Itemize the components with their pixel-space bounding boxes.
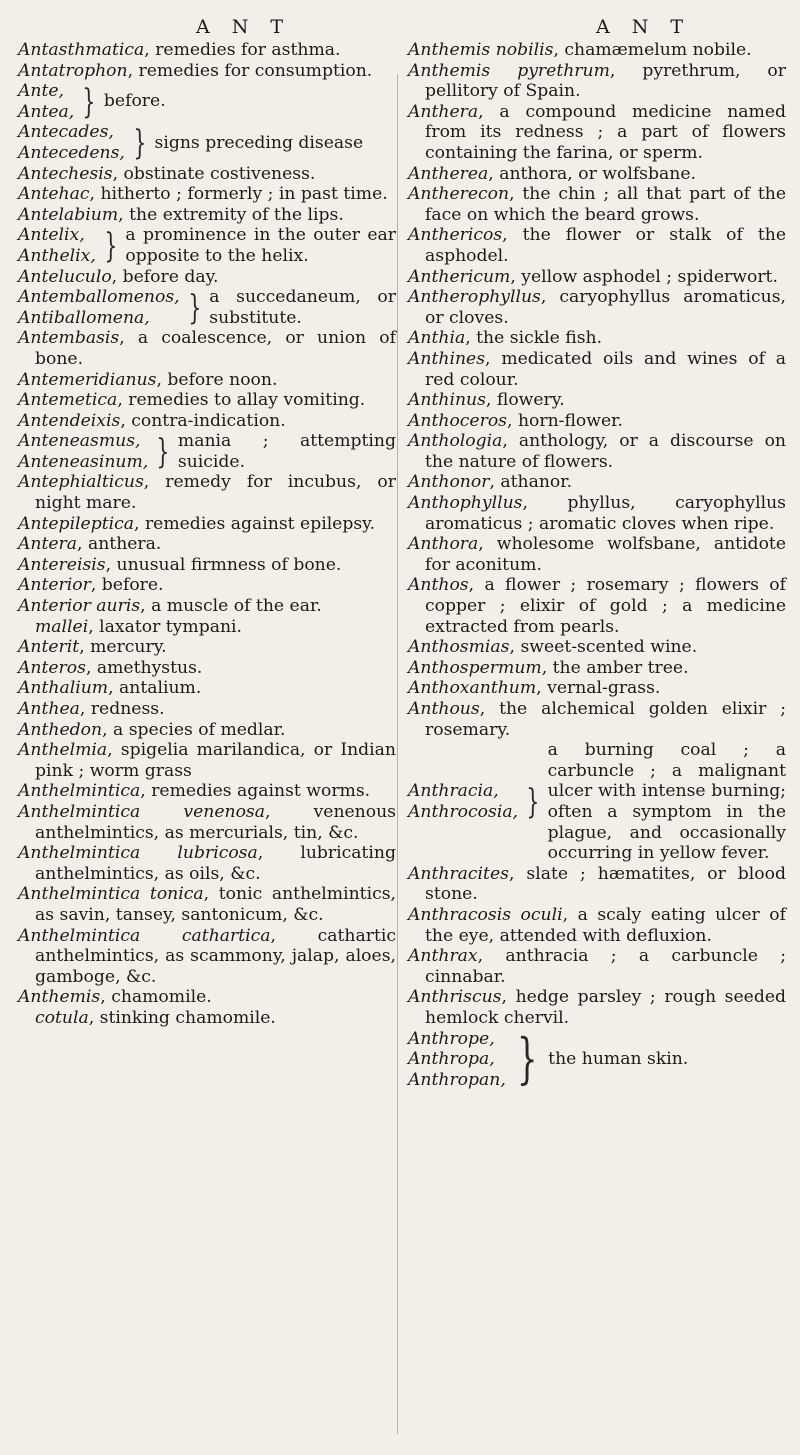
headword: Antelabium bbox=[18, 204, 119, 225]
dictionary-entry: Anthinus, flowery. bbox=[408, 390, 565, 411]
headword: Anthemis nobilis bbox=[408, 40, 554, 60]
definition: remedy for incubus, or night mare. bbox=[35, 472, 396, 514]
definition: anthora, or wolfsbane. bbox=[499, 163, 696, 184]
dictionary-entry: Anthous, the alchemical golden elixir ; rosemary. bbox=[408, 699, 786, 740]
headword: Anthelmintica venenosa bbox=[18, 801, 265, 822]
dictionary-entry: Anthophyllus, phyllus, caryophyllus aromaticus ; aromatic cloves when ripe. bbox=[408, 493, 786, 534]
definition: before noon. bbox=[167, 369, 278, 390]
dictionary-entry: Anthia, the sickle fish. bbox=[408, 328, 603, 349]
definition: a muscle of the ear. bbox=[151, 596, 322, 617]
definition: chamomile. bbox=[111, 987, 212, 1008]
dictionary-entry: Antendeixis, contra-indication. bbox=[18, 410, 286, 431]
dictionary-entry: Antherea, anthora, or wolfsbane. bbox=[408, 163, 696, 184]
definition: anthera. bbox=[87, 534, 162, 555]
definition: vernal-grass. bbox=[547, 678, 661, 699]
definition: flowery. bbox=[496, 390, 565, 411]
definition: a species of medlar. bbox=[113, 719, 286, 740]
headword: Anterit bbox=[18, 637, 80, 658]
dictionary-entry: Antatrophon, remedies for consumption. bbox=[18, 60, 373, 81]
dictionary-entry: Anthea, redness. bbox=[18, 699, 165, 719]
dictionary-entry: Anthelmintica venenosa, venenous anthelmintics, as mercurials, tin, &c. bbox=[18, 801, 396, 843]
dictionary-entry: Antelabium, the extremity of the lips. bbox=[18, 204, 344, 225]
headword: Anthospermum bbox=[408, 657, 542, 678]
dictionary-entry: Anthelmintica, remedies against worms. bbox=[18, 781, 371, 802]
definition: pyrethrum, or pellitory of Spain. bbox=[425, 60, 786, 102]
definition: laxator tympani. bbox=[99, 616, 242, 637]
definition: caryophyllus aromaticus, or cloves. bbox=[425, 287, 786, 328]
left-column bbox=[18, 40, 396, 1029]
dictionary-entry: Antechesis, obstinate costiveness. bbox=[18, 163, 316, 184]
dictionary-entry: Anteluculo, before day. bbox=[18, 266, 219, 287]
dictionary-entry: Anthemis pyrethrum, pyrethrum, or pellitory of Spain. bbox=[408, 60, 786, 102]
definition: athanor. bbox=[500, 472, 573, 493]
headword: Antherophyllus bbox=[408, 287, 541, 308]
definition: stinking chamomile. bbox=[99, 1007, 276, 1028]
headword: Anthracosis oculi bbox=[408, 904, 563, 925]
headword: Anthemis pyrethrum bbox=[408, 60, 610, 81]
dictionary-entry: Anteros, amethystus. bbox=[18, 657, 203, 678]
headword-group bbox=[18, 225, 96, 266]
brace-icon: } bbox=[156, 431, 170, 472]
dictionary-entry: Anterior, before. bbox=[18, 575, 164, 596]
headword: Antiballomena, bbox=[18, 307, 150, 328]
dictionary-entry-group bbox=[18, 81, 396, 122]
definition: antalium. bbox=[119, 678, 202, 699]
headword: Antherea bbox=[408, 163, 489, 184]
dictionary-entry: Antembasis, a coalescence, or union of bone. bbox=[18, 328, 396, 369]
dictionary-entry: Anthelmintica tonica, tonic anthelmintics, as savin, tansey, santonicum, &c. bbox=[18, 884, 396, 925]
headword: Anthines bbox=[408, 348, 486, 369]
dictionary-entry: Anterior auris, a muscle of the ear. bbox=[18, 596, 322, 617]
dictionary-entry: Anthelmintica lubricosa, lubricating anthelmintics, as oils, &c. bbox=[18, 843, 396, 884]
definition: a compound medicine named from its redness ; a part of flowers containing the farina, or sperm. bbox=[425, 101, 786, 163]
headword: Anthropan, bbox=[408, 1069, 506, 1090]
dictionary-entry: Anthora, wholesome wolfsbane, antidote for aconitum. bbox=[408, 534, 786, 575]
definition: horn-flower. bbox=[517, 410, 623, 431]
headword: Anthemis bbox=[18, 987, 101, 1008]
headword: Antera bbox=[18, 534, 78, 555]
brace-icon: } bbox=[133, 122, 147, 163]
definition: the alchemical golden elixir ; rosemary. bbox=[425, 699, 786, 740]
headword-group bbox=[18, 122, 125, 163]
headword: Anthia bbox=[408, 328, 466, 349]
headword: Anthophyllus bbox=[408, 493, 523, 514]
definition: sweet-scented wine. bbox=[520, 637, 698, 658]
headword: Anthelmia bbox=[18, 740, 108, 761]
headword: Antepileptica bbox=[18, 513, 135, 534]
headword: Anteneasmus, bbox=[18, 431, 141, 452]
dictionary-entry: Anthoxanthum, vernal-grass. bbox=[408, 678, 661, 699]
headword: Anthelmintica lubricosa bbox=[18, 843, 258, 864]
headword: Anteneasinum, bbox=[18, 451, 149, 472]
headword: Anthrocosia, bbox=[408, 801, 519, 822]
definition: hitherto ; formerly ; in past time. bbox=[100, 184, 388, 205]
dictionary-entry-group bbox=[18, 431, 396, 472]
dictionary-entry: Antherecon, the chin ; all that part of the face on which the beard grows. bbox=[408, 184, 786, 225]
definition: before day. bbox=[122, 266, 219, 287]
definition: anthracia ; a carbuncle ; cinnabar. bbox=[425, 946, 786, 987]
headword: Antehac bbox=[18, 184, 90, 205]
headword: Anthelmintica cathartica bbox=[18, 925, 271, 946]
headword: Antelix, bbox=[18, 225, 85, 246]
dictionary-entry: Anthera, a compound medicine named from its redness ; a part of flowers containing the farina, or sperm. bbox=[408, 101, 786, 163]
headword: Antembasis bbox=[18, 328, 120, 349]
headword: Anthropa, bbox=[408, 1049, 495, 1070]
definition: amethystus. bbox=[96, 657, 203, 678]
definition: mania ; attempting suicide. bbox=[177, 431, 396, 472]
definition: yellow asphodel ; spiderwort. bbox=[521, 266, 778, 287]
definition: a flower ; rosemary ; flowers of copper ; elixir of gold ; a medicine extracted from pearls. bbox=[425, 575, 786, 637]
dictionary-entry: Anthracosis oculi, a scaly eating ulcer of the eye, attended with defluxion. bbox=[408, 904, 786, 946]
dictionary-entry: Anthosmias, sweet-scented wine. bbox=[408, 637, 698, 658]
brace-icon: } bbox=[526, 781, 540, 822]
definition: a scaly eating ulcer of the eye, attended with defluxion. bbox=[425, 904, 786, 946]
definition: tonic anthelmintics, as savin, tansey, santonicum, &c. bbox=[35, 884, 396, 925]
headword: Antea, bbox=[18, 101, 75, 122]
dictionary-entry: cotula, stinking chamomile. bbox=[35, 1007, 276, 1028]
headword: Antasthmatica bbox=[18, 40, 145, 60]
definition: the chin ; all that part of the face on which the beard grows. bbox=[425, 184, 786, 225]
definition: remedies against epilepsy. bbox=[144, 513, 376, 534]
headword: Anthericum bbox=[408, 266, 511, 287]
dictionary-entry: Anthrax, anthracia ; a carbuncle ; cinnabar. bbox=[408, 946, 786, 987]
definition: slate ; hæmatites, or blood stone. bbox=[425, 863, 786, 905]
headword: Anthoceros bbox=[408, 410, 507, 431]
definition: the human skin. bbox=[548, 1049, 689, 1070]
column-divider bbox=[397, 74, 398, 1434]
headword: Anthera bbox=[408, 101, 479, 122]
headword-group bbox=[18, 81, 74, 122]
headword: Anthrax bbox=[408, 946, 478, 967]
dictionary-entry: Anthoceros, horn-flower. bbox=[408, 410, 623, 431]
dictionary-entry: Antemetica, remedies to allay vomiting. bbox=[18, 390, 366, 411]
headword-group bbox=[408, 781, 518, 822]
headword-group bbox=[18, 287, 180, 328]
dictionary-entry: Anthos, a flower ; rosemary ; flowers of copper ; elixir of gold ; a medicine extracted from pearls. bbox=[408, 575, 786, 637]
headword: Antephialticus bbox=[18, 472, 144, 493]
dictionary-entry: Anthonor, athanor. bbox=[408, 472, 573, 493]
headword: Antherecon bbox=[408, 184, 510, 205]
definition: signs preceding disease bbox=[154, 132, 364, 153]
definition: cathartic anthelmintics, as scammony, jalap, aloes, gamboge, &c. bbox=[35, 925, 396, 987]
headword: Anteluculo bbox=[18, 266, 112, 287]
definition: a burning coal ; a carbuncle ; a malignant ulcer with intense burning; often a symptom in the plague, and occasionally occurring in yellow fever. bbox=[547, 740, 786, 864]
headword: Antemetica bbox=[18, 390, 118, 411]
dictionary-entry: mallei, laxator tympani. bbox=[35, 616, 242, 637]
dictionary-entry-group bbox=[18, 122, 396, 163]
definition: remedies for consumption. bbox=[138, 60, 373, 81]
definition: before. bbox=[101, 575, 164, 596]
definition: unusual firmness of bone. bbox=[116, 554, 342, 575]
definition: remedies for asthma. bbox=[155, 40, 341, 60]
definition: the sickle fish. bbox=[476, 328, 603, 349]
definition: lubricating anthelmintics, as oils, &c. bbox=[35, 843, 396, 884]
headword: Anthous bbox=[408, 699, 480, 719]
dictionary-entry: Antera, anthera. bbox=[18, 534, 162, 555]
dictionary-entry-group bbox=[18, 225, 396, 266]
definition: venenous anthelmintics, as mercurials, tin, &c. bbox=[35, 801, 396, 843]
headword: Anthelmintica bbox=[18, 781, 141, 802]
dictionary-entry: Antasthmatica, remedies for asthma. bbox=[18, 40, 341, 60]
definition: remedies to allay vomiting. bbox=[128, 390, 366, 411]
headword: Anthracia, bbox=[408, 781, 499, 802]
definition: redness. bbox=[90, 699, 165, 719]
dictionary-entry: Anthines, medicated oils and wines of a red colour. bbox=[408, 348, 786, 390]
definition: hedge parsley ; rough seeded hemlock chervil. bbox=[425, 987, 786, 1028]
headword: Anthericos bbox=[408, 225, 503, 246]
headword: Anthriscus bbox=[408, 987, 502, 1008]
definition: mercury. bbox=[90, 637, 167, 658]
dictionary-entry: Antereisis, unusual firmness of bone. bbox=[18, 554, 342, 575]
definition: chamæmelum nobile. bbox=[564, 40, 752, 60]
definition: wholesome wolfsbane, antidote for aconitum. bbox=[425, 534, 786, 575]
headword: Ante, bbox=[18, 81, 65, 102]
definition: contra-indication. bbox=[131, 410, 286, 431]
headword: Anterior bbox=[18, 575, 91, 596]
dictionary-entry: Anthalium, antalium. bbox=[18, 678, 202, 699]
headword: Antereisis bbox=[18, 554, 106, 575]
headword: Anterior auris bbox=[18, 596, 141, 617]
definition: the extremity of the lips. bbox=[129, 204, 344, 225]
definition: a prominence in the outer ear opposite to the helix. bbox=[125, 225, 396, 266]
headword: Antecades, bbox=[18, 122, 114, 143]
definition: medicated oils and wines of a red colour. bbox=[425, 348, 786, 390]
headword: Anthracites bbox=[408, 863, 509, 884]
definition: the amber tree. bbox=[552, 657, 689, 678]
headword: Antendeixis bbox=[18, 410, 121, 431]
headword: Anthora bbox=[408, 534, 479, 555]
dictionary-entry: Anthelmia, spigelia marilandica, or Indian pink ; worm grass bbox=[18, 740, 396, 781]
definition: spigelia marilandica, or Indian pink ; worm grass bbox=[35, 740, 396, 781]
dictionary-entry: Antemeridianus, before noon. bbox=[18, 369, 278, 390]
right-column bbox=[408, 40, 786, 1090]
dictionary-entry: Anthedon, a species of medlar. bbox=[18, 719, 286, 740]
headword: Anthos bbox=[408, 575, 469, 596]
definition: the flower or stalk of the asphodel. bbox=[425, 225, 786, 266]
brace-icon: } bbox=[516, 1027, 538, 1091]
dictionary-entry: Anthemis nobilis, chamæmelum nobile. bbox=[408, 40, 752, 60]
headword: Anthosmias bbox=[408, 637, 510, 658]
dictionary-entry-group bbox=[18, 287, 396, 328]
headword: Antemballomenos, bbox=[18, 287, 180, 308]
brace-icon: } bbox=[187, 287, 201, 328]
headword: Anthrope, bbox=[408, 1028, 495, 1049]
headword: Anthonor bbox=[408, 472, 490, 493]
dictionary-entry: Anthericos, the flower or stalk of the asphodel. bbox=[408, 225, 786, 266]
headword: Anthalium bbox=[18, 678, 109, 699]
dictionary-entry: Antehac, hitherto ; formerly ; in past time. bbox=[18, 184, 388, 205]
running-head-left: A N T bbox=[196, 16, 292, 38]
dictionary-entry-group bbox=[408, 1029, 786, 1091]
dictionary-entry: Anthriscus, hedge parsley ; rough seeded hemlock chervil. bbox=[408, 987, 786, 1028]
definition: anthology, or a discourse on the nature of flowers. bbox=[425, 431, 786, 472]
headword: Antemeridianus bbox=[18, 369, 157, 390]
dictionary-entry: Anthracites, slate ; hæmatites, or blood stone. bbox=[408, 863, 786, 905]
headword: Anteros bbox=[18, 657, 86, 678]
definition: a coalescence, or union of bone. bbox=[35, 328, 396, 369]
dictionary-entry: Antherophyllus, caryophyllus aromaticus, or cloves. bbox=[408, 287, 786, 328]
dictionary-entry: Anthospermum, the amber tree. bbox=[408, 657, 689, 678]
definition: remedies against worms. bbox=[151, 781, 371, 802]
headword: Anthedon bbox=[18, 719, 103, 740]
headword-group bbox=[408, 1029, 506, 1091]
headword: Anthologia bbox=[408, 431, 503, 452]
dictionary-entry-group bbox=[408, 740, 786, 864]
headword: Antechesis bbox=[18, 163, 113, 184]
brace-icon: } bbox=[104, 225, 118, 266]
headword: Antecedens, bbox=[18, 142, 125, 163]
definition: obstinate costiveness. bbox=[123, 163, 316, 184]
dictionary-entry: Anthemis, chamomile. bbox=[18, 987, 212, 1008]
headword: mallei bbox=[35, 616, 89, 637]
dictionary-entry: Antepileptica, remedies against epilepsy. bbox=[18, 513, 376, 534]
dictionary-entry: Antephialticus, remedy for incubus, or night mare. bbox=[18, 472, 396, 514]
definition: before. bbox=[103, 91, 166, 112]
headword-group bbox=[18, 431, 148, 472]
dictionary-entry: Anthologia, anthology, or a discourse on the nature of flowers. bbox=[408, 431, 786, 472]
definition: phyllus, caryophyllus aromaticus ; aromatic cloves when ripe. bbox=[425, 493, 786, 534]
dictionary-entry: Anterit, mercury. bbox=[18, 637, 167, 658]
dictionary-entry: Anthericum, yellow asphodel ; spiderwort. bbox=[408, 266, 778, 287]
headword: Anthinus bbox=[408, 390, 486, 411]
dictionary-entry: Anthelmintica cathartica, cathartic anthelmintics, as scammony, jalap, aloes, gamboge, &c. bbox=[18, 925, 396, 987]
headword: Anthea bbox=[18, 699, 80, 719]
headword: Anthelix, bbox=[18, 245, 96, 266]
headword: Anthoxanthum bbox=[408, 678, 537, 699]
headword: Antatrophon bbox=[18, 60, 128, 81]
definition: a succedaneum, or substitute. bbox=[209, 287, 396, 328]
headword: Anthelmintica tonica bbox=[18, 884, 204, 905]
running-head-right: A N T bbox=[596, 16, 692, 38]
headword: cotula bbox=[35, 1007, 89, 1028]
brace-icon: } bbox=[82, 81, 96, 122]
